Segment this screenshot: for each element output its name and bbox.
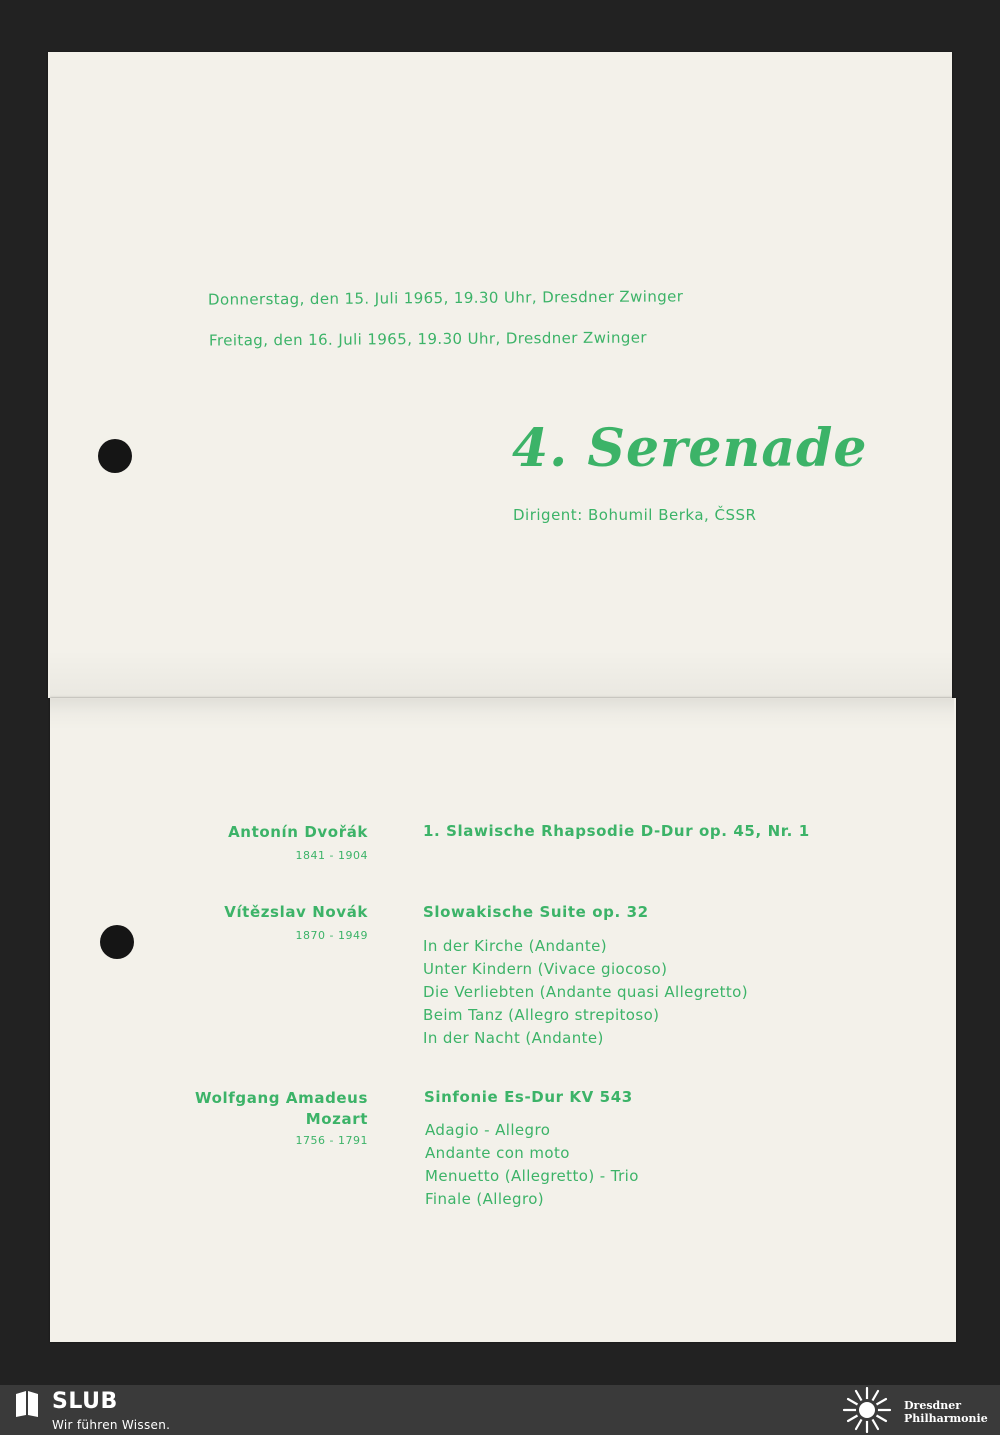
concert-date-1: Donnerstag, den 15. Juli 1965, 19.30 Uhr, Dresdner Zwinger — [207, 287, 684, 309]
movement-item: Menuetto (Allegretto) - Trio — [425, 1167, 639, 1185]
sunburst-logo-icon — [842, 1387, 892, 1433]
movement-list — [425, 1119, 639, 1211]
punch-hole-bottom — [100, 925, 134, 959]
program-sheet-top — [48, 52, 952, 698]
footer-bar — [0, 1385, 1000, 1435]
library-name: SLUB — [52, 1389, 118, 1414]
work-title: Sinfonie Es-Dur KV 543 — [424, 1088, 633, 1106]
partner-name-line1: Dresdner — [904, 1399, 962, 1412]
composer-name — [195, 1088, 368, 1130]
movement-item: In der Nacht (Andante) — [423, 1029, 604, 1047]
composer-years: 1756 - 1791 — [295, 1134, 368, 1147]
movement-item: Beim Tanz (Allegro strepitoso) — [423, 1006, 660, 1024]
composer-years: 1841 - 1904 — [295, 849, 368, 862]
work-title: 1. Slawische Rhapsodie D-Dur op. 45, Nr. 1 — [423, 822, 810, 840]
movement-item: Unter Kindern (Vivace giocoso) — [423, 960, 668, 978]
conductor: Dirigent: Bohumil Berka, ČSSR — [513, 506, 757, 524]
partner-name-line2: Philharmonie — [904, 1412, 988, 1425]
movement-item: Adagio - Allegro — [425, 1121, 551, 1139]
movement-item: Andante con moto — [425, 1144, 570, 1162]
concert-date-2: Freitag, den 16. Juli 1965, 19.30 Uhr, Dresdner Zwinger — [208, 328, 648, 350]
composer-name: Vítězslav Novák — [224, 903, 368, 921]
movement-item: Finale (Allegro) — [425, 1190, 545, 1208]
partner-name — [904, 1399, 988, 1425]
library-tagline: Wir führen Wissen. — [52, 1418, 171, 1432]
composer-years: 1870 - 1949 — [295, 929, 368, 942]
work-title: Slowakische Suite op. 32 — [423, 903, 649, 921]
composer-name-line2: Mozart — [305, 1110, 368, 1128]
movement-item: Die Verliebten (Andante quasi Allegretto) — [423, 983, 748, 1001]
movement-item: In der Kirche (Andante) — [423, 937, 607, 955]
book-icon — [14, 1390, 40, 1418]
concert-title: 4. Serenade — [512, 418, 868, 479]
movement-list — [423, 935, 748, 1050]
composer-name-line1: Wolfgang Amadeus — [195, 1089, 368, 1107]
composer-name: Antonín Dvořák — [228, 823, 368, 841]
punch-hole-top — [98, 439, 132, 473]
